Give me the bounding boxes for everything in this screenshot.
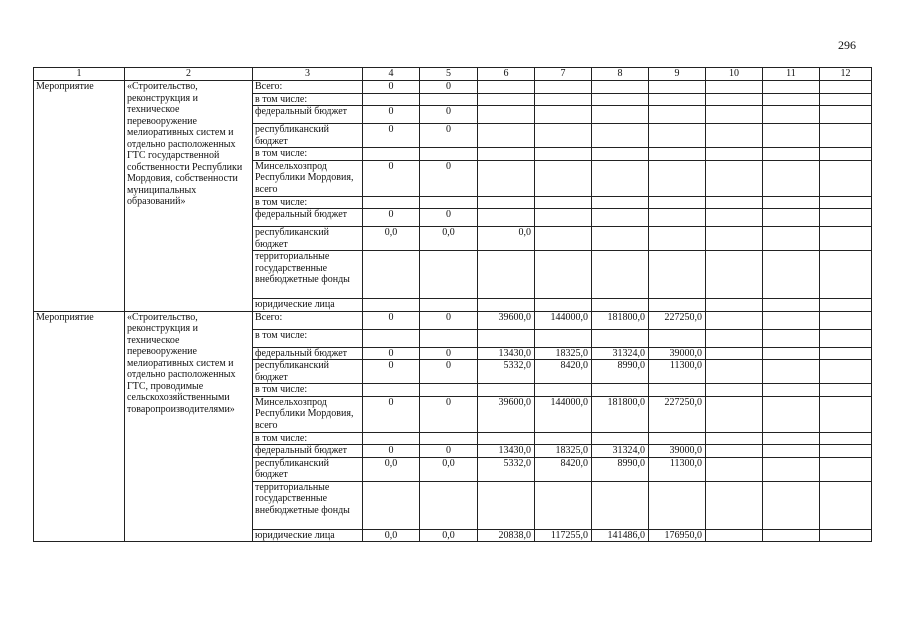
value-cell <box>478 148 535 161</box>
funding-source-cell: федеральный бюджет <box>253 106 363 124</box>
value-cell: 13430,0 <box>478 347 535 360</box>
value-cell <box>706 481 763 529</box>
table-row <box>34 311 872 329</box>
value-cell <box>535 329 592 347</box>
value-cell <box>706 227 763 251</box>
value-cell: 0 <box>363 347 420 360</box>
value-cell <box>763 396 820 432</box>
value-cell <box>820 481 872 529</box>
value-cell <box>363 384 420 397</box>
page-number: 296 <box>838 38 856 52</box>
value-cell <box>363 481 420 529</box>
value-cell <box>820 360 872 384</box>
funding-source-cell: Всего: <box>253 311 363 329</box>
value-cell <box>763 209 820 227</box>
value-cell <box>820 311 872 329</box>
value-cell <box>820 227 872 251</box>
value-cell <box>478 81 535 94</box>
value-cell <box>706 445 763 458</box>
value-cell <box>763 329 820 347</box>
value-cell: 0 <box>420 81 478 94</box>
value-cell: 0,0 <box>363 227 420 251</box>
value-cell: 0,0 <box>420 227 478 251</box>
value-cell: 0 <box>363 360 420 384</box>
value-cell <box>363 148 420 161</box>
value-cell <box>763 529 820 542</box>
value-cell <box>820 124 872 148</box>
value-cell: 5332,0 <box>478 457 535 481</box>
value-cell: 31324,0 <box>592 347 649 360</box>
value-cell <box>535 160 592 196</box>
value-cell <box>420 251 478 299</box>
value-cell: 0 <box>363 311 420 329</box>
funding-source-cell: юридические лица <box>253 529 363 542</box>
funding-source-cell: юридические лица <box>253 299 363 312</box>
value-cell: 11300,0 <box>649 457 706 481</box>
value-cell: 8990,0 <box>592 457 649 481</box>
value-cell <box>820 148 872 161</box>
value-cell: 11300,0 <box>649 360 706 384</box>
value-cell <box>420 329 478 347</box>
value-cell: 0,0 <box>420 529 478 542</box>
value-cell <box>820 81 872 94</box>
value-cell <box>706 148 763 161</box>
value-cell <box>763 311 820 329</box>
value-cell: 0 <box>363 124 420 148</box>
value-cell <box>706 347 763 360</box>
column-header: 10 <box>706 68 763 81</box>
value-cell: 227250,0 <box>649 311 706 329</box>
value-cell: 5332,0 <box>478 360 535 384</box>
value-cell <box>763 360 820 384</box>
value-cell <box>592 432 649 445</box>
value-cell: 13430,0 <box>478 445 535 458</box>
value-cell <box>649 106 706 124</box>
value-cell: 0 <box>420 160 478 196</box>
value-cell <box>649 384 706 397</box>
value-cell <box>649 160 706 196</box>
funding-source-cell: республиканский бюджет <box>253 457 363 481</box>
value-cell <box>763 299 820 312</box>
value-cell <box>649 209 706 227</box>
value-cell <box>763 457 820 481</box>
value-cell <box>820 445 872 458</box>
value-cell: 0 <box>420 209 478 227</box>
funding-source-cell: территориальные государственные внебюджетные фонды <box>253 251 363 299</box>
value-cell: 0 <box>420 360 478 384</box>
funding-source-cell: в том числе: <box>253 148 363 161</box>
funding-source-cell: Минсельхозпрод Республики Мордовия, всего <box>253 396 363 432</box>
value-cell <box>420 432 478 445</box>
value-cell <box>535 299 592 312</box>
value-cell <box>820 106 872 124</box>
value-cell: 176950,0 <box>649 529 706 542</box>
value-cell <box>649 227 706 251</box>
value-cell: 0,0 <box>478 227 535 251</box>
funding-source-cell: в том числе: <box>253 329 363 347</box>
funding-source-cell: республиканский бюджет <box>253 227 363 251</box>
value-cell <box>820 329 872 347</box>
column-header: 8 <box>592 68 649 81</box>
value-cell: 18325,0 <box>535 347 592 360</box>
value-cell <box>478 481 535 529</box>
value-cell <box>420 384 478 397</box>
budget-table <box>33 67 872 542</box>
funding-source-cell: федеральный бюджет <box>253 209 363 227</box>
value-cell <box>763 106 820 124</box>
value-cell <box>592 81 649 94</box>
table-row <box>34 81 872 94</box>
value-cell <box>763 251 820 299</box>
value-cell <box>706 329 763 347</box>
value-cell <box>592 148 649 161</box>
value-cell <box>820 432 872 445</box>
activity-name-cell: «Строительство, реконструкция и техническое перевооружение мелиоративных систем и отдельно расположенных ГТС, проводимые сельскохозяйственными товаропроизводителями» <box>125 311 253 542</box>
value-cell: 181800,0 <box>592 396 649 432</box>
value-cell <box>420 148 478 161</box>
value-cell <box>535 81 592 94</box>
funding-source-cell: федеральный бюджет <box>253 445 363 458</box>
value-cell: 0 <box>420 347 478 360</box>
value-cell <box>363 93 420 106</box>
value-cell <box>763 445 820 458</box>
value-cell <box>763 227 820 251</box>
value-cell <box>649 251 706 299</box>
value-cell <box>763 93 820 106</box>
value-cell: 8420,0 <box>535 457 592 481</box>
value-cell <box>763 81 820 94</box>
value-cell <box>706 299 763 312</box>
value-cell <box>535 93 592 106</box>
value-cell <box>535 124 592 148</box>
funding-source-cell: в том числе: <box>253 432 363 445</box>
value-cell <box>763 160 820 196</box>
value-cell: 0 <box>420 445 478 458</box>
value-cell <box>706 251 763 299</box>
column-header: 11 <box>763 68 820 81</box>
value-cell <box>763 481 820 529</box>
value-cell <box>535 196 592 209</box>
value-cell <box>478 196 535 209</box>
value-cell <box>478 432 535 445</box>
value-cell <box>592 124 649 148</box>
value-cell <box>706 209 763 227</box>
value-cell <box>478 209 535 227</box>
value-cell <box>420 481 478 529</box>
value-cell <box>420 93 478 106</box>
value-cell <box>763 384 820 397</box>
value-cell: 39000,0 <box>649 445 706 458</box>
value-cell <box>535 481 592 529</box>
value-cell: 141486,0 <box>592 529 649 542</box>
column-header: 7 <box>535 68 592 81</box>
value-cell <box>592 93 649 106</box>
value-cell <box>706 124 763 148</box>
value-cell <box>706 529 763 542</box>
value-cell <box>649 329 706 347</box>
value-cell <box>535 384 592 397</box>
value-cell <box>535 209 592 227</box>
value-cell: 8990,0 <box>592 360 649 384</box>
value-cell <box>820 251 872 299</box>
value-cell <box>592 299 649 312</box>
value-cell <box>706 384 763 397</box>
activity-type-cell: Мероприятие <box>34 81 125 312</box>
value-cell <box>706 396 763 432</box>
column-header: 6 <box>478 68 535 81</box>
funding-source-cell: в том числе: <box>253 384 363 397</box>
value-cell <box>649 81 706 94</box>
value-cell <box>478 384 535 397</box>
column-header: 9 <box>649 68 706 81</box>
value-cell <box>649 196 706 209</box>
value-cell: 0 <box>420 106 478 124</box>
value-cell: 0,0 <box>363 457 420 481</box>
funding-source-cell: республиканский бюджет <box>253 124 363 148</box>
value-cell: 0 <box>363 81 420 94</box>
value-cell: 0 <box>363 396 420 432</box>
value-cell: 0 <box>363 106 420 124</box>
value-cell: 0 <box>420 124 478 148</box>
funding-source-cell: республиканский бюджет <box>253 360 363 384</box>
value-cell <box>763 148 820 161</box>
value-cell: 0 <box>363 160 420 196</box>
value-cell <box>763 347 820 360</box>
funding-source-cell: территориальные государственные внебюджетные фонды <box>253 481 363 529</box>
value-cell <box>706 106 763 124</box>
value-cell <box>820 529 872 542</box>
value-cell <box>592 160 649 196</box>
value-cell <box>363 251 420 299</box>
value-cell <box>420 196 478 209</box>
value-cell: 18325,0 <box>535 445 592 458</box>
value-cell: 8420,0 <box>535 360 592 384</box>
value-cell <box>706 360 763 384</box>
funding-source-cell: Всего: <box>253 81 363 94</box>
value-cell <box>478 160 535 196</box>
value-cell: 39600,0 <box>478 396 535 432</box>
funding-source-cell: в том числе: <box>253 196 363 209</box>
value-cell: 39600,0 <box>478 311 535 329</box>
value-cell <box>592 196 649 209</box>
column-header: 3 <box>253 68 363 81</box>
column-header: 4 <box>363 68 420 81</box>
value-cell <box>706 93 763 106</box>
value-cell: 31324,0 <box>592 445 649 458</box>
column-header: 1 <box>34 68 125 81</box>
activity-type-cell: Мероприятие <box>34 311 125 542</box>
value-cell <box>420 299 478 312</box>
value-cell <box>763 196 820 209</box>
value-cell <box>592 384 649 397</box>
funding-source-cell: Минсельхозпрод Республики Мордовия, всего <box>253 160 363 196</box>
value-cell <box>706 457 763 481</box>
value-cell <box>649 432 706 445</box>
value-cell <box>535 251 592 299</box>
value-cell: 0 <box>363 445 420 458</box>
value-cell: 0,0 <box>420 457 478 481</box>
value-cell <box>592 227 649 251</box>
value-cell <box>535 432 592 445</box>
column-header: 12 <box>820 68 872 81</box>
activity-name-cell: «Строительство, реконструкция и техническое перевооружение мелиоративных систем и отдельно расположенных ГТС государственной собственности Республики Мордовия, собственности муниципальных образований» <box>125 81 253 312</box>
value-cell <box>592 251 649 299</box>
column-header: 2 <box>125 68 253 81</box>
value-cell <box>649 148 706 161</box>
value-cell <box>706 432 763 445</box>
value-cell <box>820 347 872 360</box>
value-cell <box>478 329 535 347</box>
value-cell: 144000,0 <box>535 311 592 329</box>
value-cell <box>820 196 872 209</box>
value-cell <box>363 432 420 445</box>
value-cell: 227250,0 <box>649 396 706 432</box>
value-cell <box>763 124 820 148</box>
value-cell <box>649 124 706 148</box>
value-cell <box>478 106 535 124</box>
value-cell <box>706 81 763 94</box>
value-cell <box>706 196 763 209</box>
value-cell <box>535 106 592 124</box>
value-cell: 0 <box>420 311 478 329</box>
value-cell: 0,0 <box>363 529 420 542</box>
value-cell <box>592 481 649 529</box>
value-cell <box>592 329 649 347</box>
funding-source-cell: федеральный бюджет <box>253 347 363 360</box>
value-cell <box>478 93 535 106</box>
value-cell <box>363 299 420 312</box>
value-cell <box>763 432 820 445</box>
value-cell: 0 <box>420 396 478 432</box>
value-cell <box>820 209 872 227</box>
value-cell: 0 <box>363 209 420 227</box>
value-cell <box>535 148 592 161</box>
value-cell <box>649 481 706 529</box>
value-cell <box>363 329 420 347</box>
header-row <box>34 68 872 81</box>
value-cell: 181800,0 <box>592 311 649 329</box>
value-cell <box>820 396 872 432</box>
value-cell <box>363 196 420 209</box>
value-cell <box>478 124 535 148</box>
value-cell <box>592 209 649 227</box>
value-cell <box>535 227 592 251</box>
value-cell <box>706 311 763 329</box>
value-cell <box>592 106 649 124</box>
value-cell <box>820 93 872 106</box>
column-header: 5 <box>420 68 478 81</box>
value-cell <box>820 299 872 312</box>
value-cell <box>706 160 763 196</box>
value-cell: 39000,0 <box>649 347 706 360</box>
value-cell: 144000,0 <box>535 396 592 432</box>
value-cell: 117255,0 <box>535 529 592 542</box>
value-cell <box>820 384 872 397</box>
value-cell <box>820 160 872 196</box>
value-cell <box>478 299 535 312</box>
value-cell <box>649 299 706 312</box>
value-cell <box>820 457 872 481</box>
value-cell: 20838,0 <box>478 529 535 542</box>
value-cell <box>649 93 706 106</box>
value-cell <box>478 251 535 299</box>
funding-source-cell: в том числе: <box>253 93 363 106</box>
